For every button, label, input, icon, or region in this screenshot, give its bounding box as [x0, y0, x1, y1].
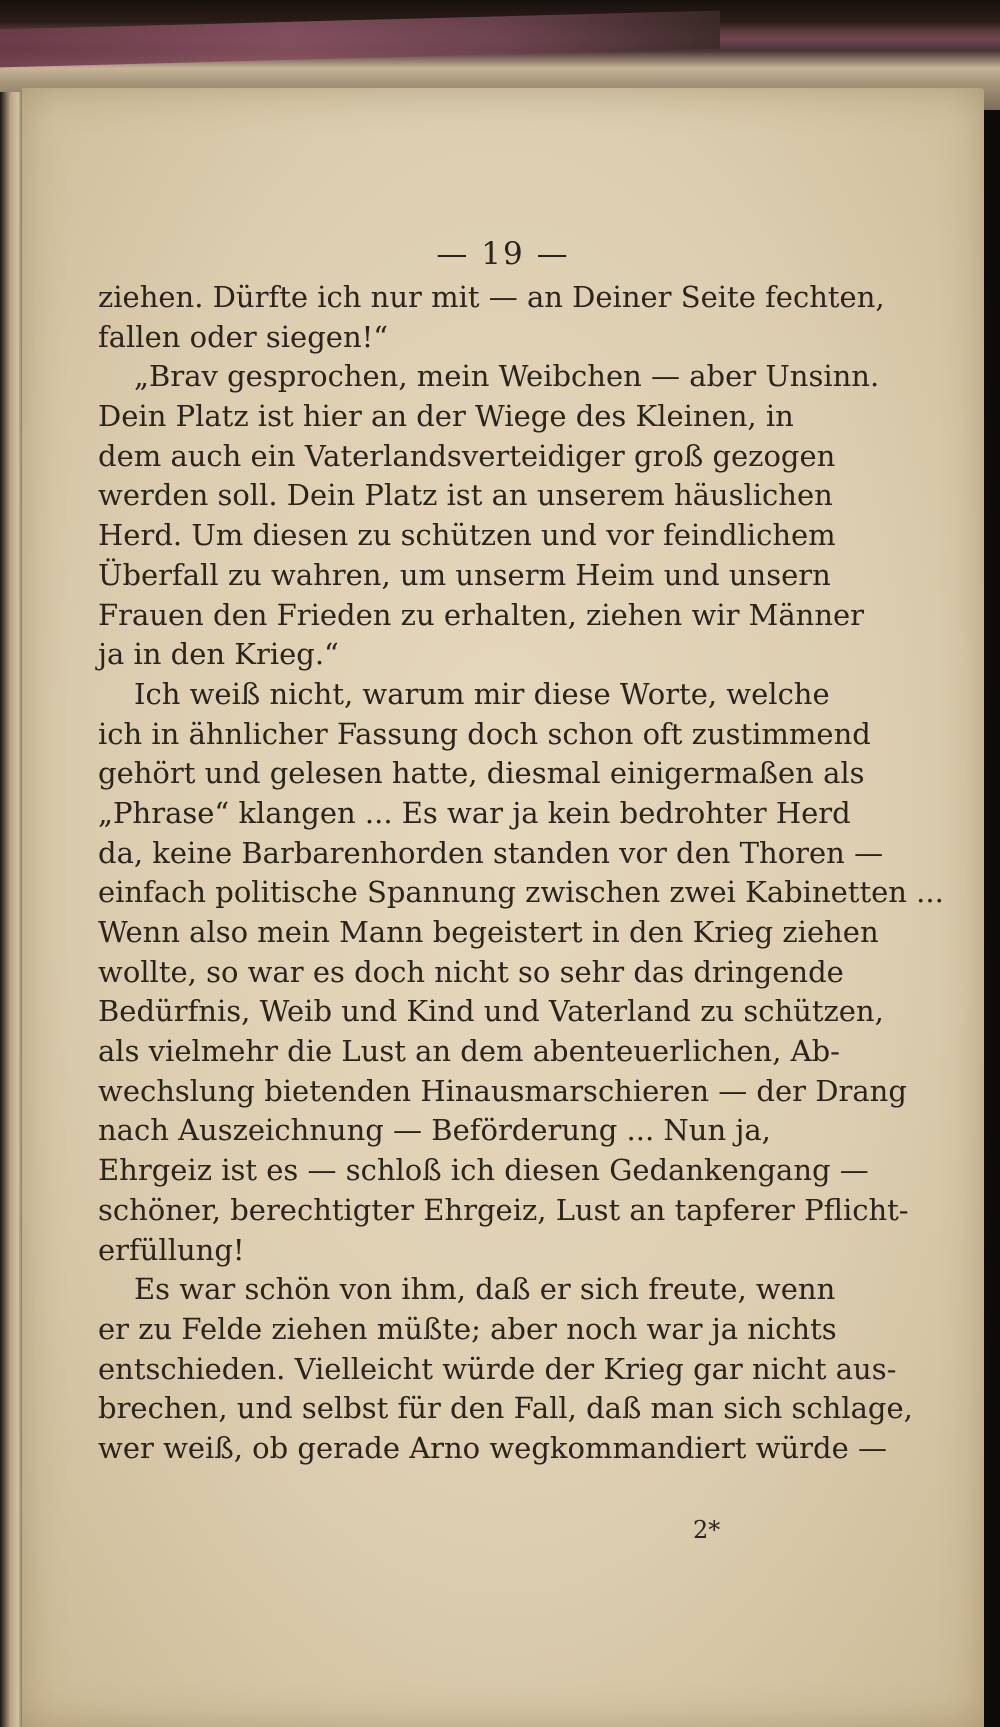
text-line: brechen, und selbst für den Fall, daß man sich schlage,: [98, 1391, 913, 1426]
text-line: ich in ähnlicher Fassung doch schon oft zustimmend: [98, 716, 871, 751]
text-line: wechslung bietenden Hinausmarschieren — der Drang: [98, 1073, 907, 1108]
text-line: fallen oder siegen!“: [98, 319, 389, 354]
text-line: nach Auszeichnung — Beförderung ... Nun ja,: [98, 1113, 771, 1148]
text-line: werden soll. Dein Platz ist an unserem häuslichen: [98, 478, 833, 513]
text-line: dem auch ein Vaterlandsverteidiger groß gezogen: [98, 438, 836, 473]
text-line: Wenn also mein Mann begeistert in den Krieg ziehen: [98, 915, 879, 949]
text-line: einfach politische Spannung zwischen zwei Kabinetten ...: [98, 875, 944, 910]
text-line: ziehen. Dürfte ich nur mit — an Deiner Seite fechten,: [98, 280, 885, 314]
text-line: gehört und gelesen hatte, diesmal einigermaßen als: [98, 756, 865, 791]
text-line: Bedürfnis, Weib und Kind und Vaterland zu schützen,: [98, 994, 884, 1029]
text-line: wer weiß, ob gerade Arno wegkommandiert würde —: [98, 1430, 887, 1465]
text-line: wollte, so war es doch nicht so sehr das dringende: [98, 954, 844, 989]
text-line: Ich weiß nicht, warum mir diese Worte, welche: [134, 676, 830, 711]
printer-signature-mark: 2*: [693, 1516, 721, 1544]
text-line: Herd. Um diesen zu schützen und vor feindlichem: [98, 518, 836, 553]
text-line: Dein Platz ist hier an der Wiege des Kleinen, in: [98, 399, 794, 434]
text-line: als vielmehr die Lust an dem abenteuerlichen, Ab-: [98, 1034, 840, 1069]
text-line: Frauen den Frieden zu erhalten, ziehen wir Männer: [98, 597, 865, 632]
text-line: da, keine Barbarenhorden standen vor den Thoren —: [98, 835, 884, 870]
text-line: Ehrgeiz ist es — schloß ich diesen Gedankengang —: [98, 1153, 869, 1188]
text-line: erfüllung!: [98, 1232, 245, 1267]
text-line: schöner, berechtigter Ehrgeiz, Lust an tapferer Pflicht-: [98, 1192, 909, 1227]
text-line: ja in den Krieg.“: [98, 637, 339, 672]
text-line: Es war schön von ihm, daß er sich freute, wenn: [134, 1272, 836, 1307]
text-line: entschieden. Vielleicht würde der Krieg gar nicht aus-: [98, 1351, 897, 1386]
text-line: er zu Felde ziehen müßte; aber noch war ja nichts: [98, 1311, 837, 1346]
book-page: [22, 88, 984, 1727]
text-line: Überfall zu wahren, um unserm Heim und unsern: [98, 557, 831, 592]
text-line: „Phrase“ klangen ... Es war ja kein bedrohter Herd: [98, 795, 851, 830]
text-line: „Brav gesprochen, mein Weibchen — aber Unsinn.: [134, 359, 880, 394]
page-number: — 19 —: [436, 236, 570, 272]
body-text: [98, 278, 944, 1469]
